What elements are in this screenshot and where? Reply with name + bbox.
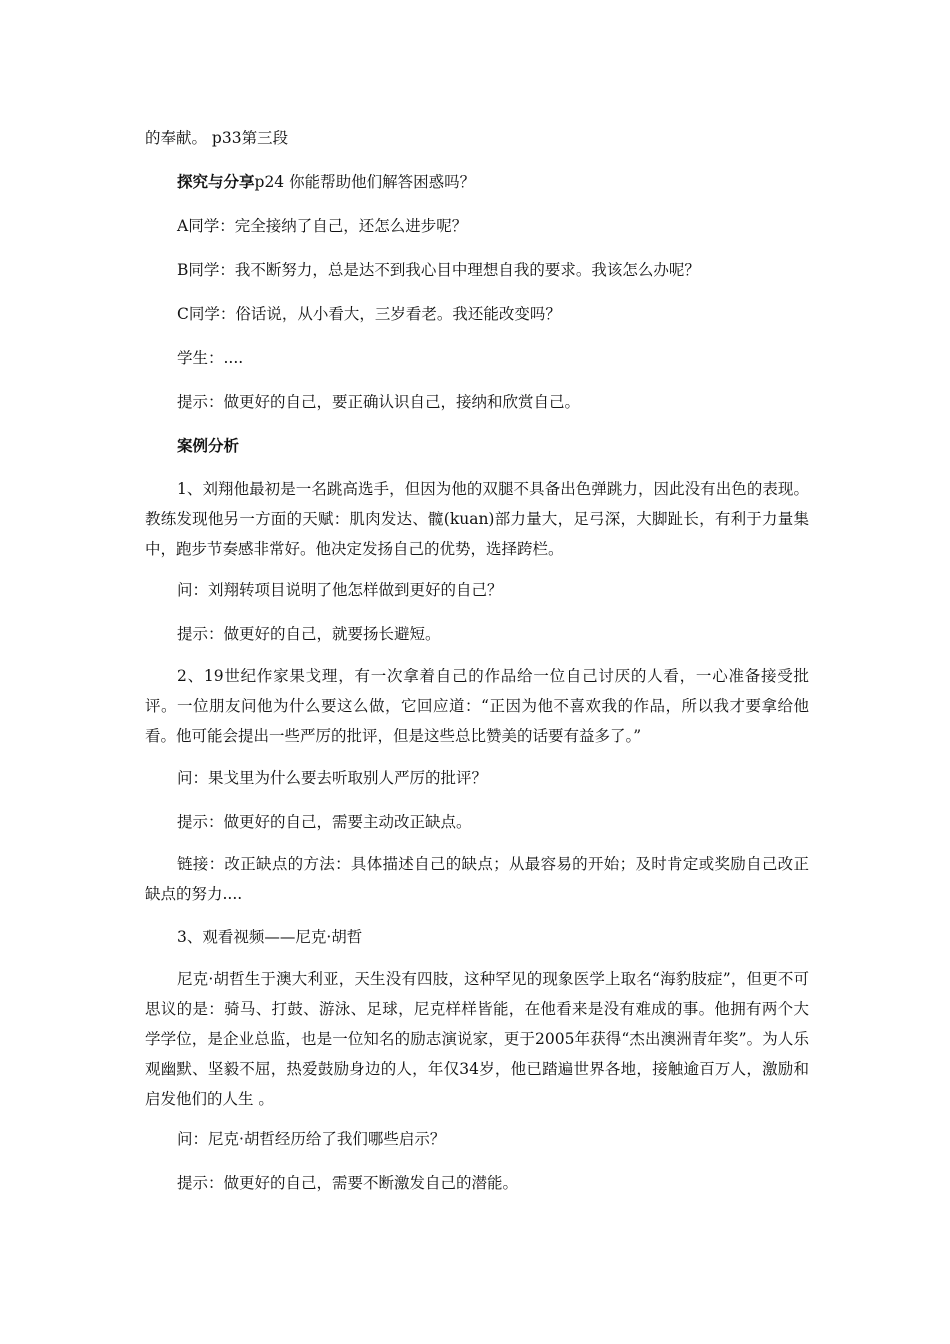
heading-explore-share bbox=[177, 167, 847, 197]
text-line-contribution: 的奉献。 p33第三段 bbox=[145, 129, 289, 147]
nick-vujicic-paragraph: 尼克·胡哲生于澳大利亚，天生没有四肢，这种罕见的现象医学上取名“海豹肢症”，但更不可思议的是：骑马、打鼓、游泳、足球，尼克样样皆能，在他看来是没有难成的事。他拥有两个大学学位，是企业总监，也是一位知名的励志演说家，更于2005年获得“杰出澳洲青年奖”。为人乐观幽默、坚毅不屈，热爱鼓励身边的人，年仅34岁，他已踏遍世界各地，接触逾百万人，激励和启发他们的人生 。 bbox=[145, 970, 809, 1108]
hint-line-1: 提示：做更好的自己，要正确认识自己，接纳和欣赏自己。 bbox=[177, 393, 581, 411]
student-a-question: A同学：完全接纳了自己，还怎么进步呢？ bbox=[177, 217, 468, 235]
case-3-heading: 3、观看视频——尼克·胡哲 bbox=[177, 928, 363, 946]
explore-share-label: 探究与分享 bbox=[177, 172, 255, 191]
case-1-question: 问：刘翔转项目说明了他怎样做到更好的自己？ bbox=[177, 581, 503, 599]
link-paragraph: 链接：改正缺点的方法：具体描述自己的缺点；从最容易的开始；及时肯定或奖励自己改正缺点的努力.... bbox=[145, 855, 809, 903]
case-1-hint: 提示：做更好的自己，就要扬长避短。 bbox=[177, 625, 441, 643]
case-3-hint: 提示：做更好的自己，需要不断激发自己的潜能。 bbox=[177, 1174, 519, 1192]
explore-share-question: p24 你能帮助他们解答困惑吗？ bbox=[254, 173, 476, 191]
heading-case-analysis: 案例分析 bbox=[177, 436, 240, 455]
student-answer: 学生：.... bbox=[177, 349, 244, 367]
case-2-hint: 提示：做更好的自己，需要主动改正缺点。 bbox=[177, 813, 472, 831]
student-b-question: B同学：我不断努力，总是达不到我心目中理想自我的要求。我该怎么办呢？ bbox=[177, 261, 700, 279]
case-3-question: 问：尼克·胡哲经历给了我们哪些启示？ bbox=[177, 1130, 446, 1148]
case-2-question: 问：果戈里为什么要去听取别人严厉的批评？ bbox=[177, 769, 488, 787]
student-c-question: C同学：俗话说，从小看大，三岁看老。我还能改变吗？ bbox=[177, 305, 561, 323]
case-1-paragraph: 1、刘翔他最初是一名跳高选手，但因为他的双腿不具备出色弹跳力，因此没有出色的表现。教练发现他另一方面的天赋：肌肉发达、髋(kuan)部力量大，足弓深，大脚趾长，有利于力量集中，跑步节奏感非常好。他决定发扬自己的优势，选择跨栏。 bbox=[145, 480, 809, 558]
case-2-paragraph: 2、19世纪作家果戈理，有一次拿着自己的作品给一位自己讨厌的人看，一心准备接受批评。一位朋友问他为什么要这么做，它回应道：“正因为他不喜欢我的作品，所以我才要拿给他看。他可能会提出一些严厉的批评，但是这些总比赞美的话要有益多了。” bbox=[145, 667, 809, 745]
